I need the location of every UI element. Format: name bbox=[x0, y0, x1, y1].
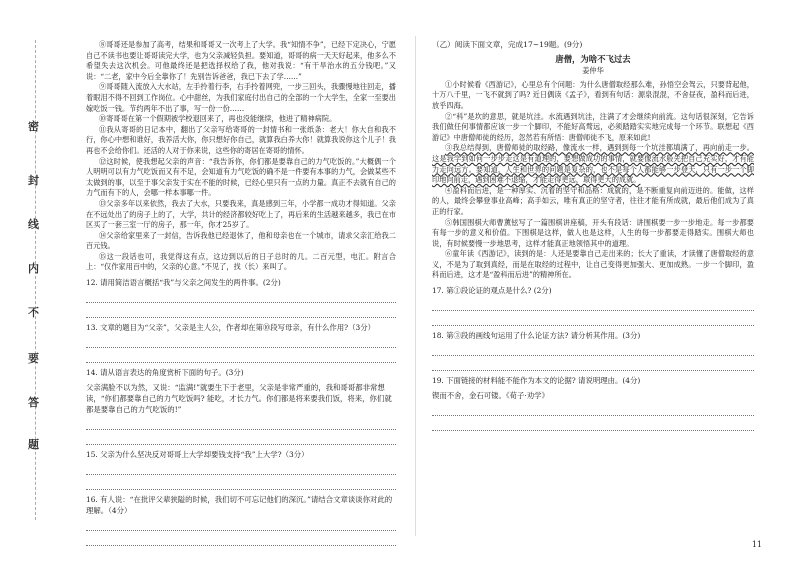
seal-char: 密 bbox=[28, 120, 39, 133]
question: 18. 第③段的画线句运用了什么论证方法? 请分析其作用。(3分) bbox=[432, 331, 641, 341]
paragraph: ⑨哥哥随入流放入大水站，左手拎着行李，右手拎着网兜，一步三回头，我骤慢地往回走，播着眼泪不得不回到工作岗位。心中甜丝，为我们家庭付出自己的全部的一个大学生，全家一至要出嫁吃饭一钱。节约两年不出了事，写一份一份…… bbox=[86, 82, 396, 113]
left-column bbox=[86, 40, 396, 546]
seal-char: 要 bbox=[28, 352, 39, 365]
question: 19. 下面链接的材料能不能作为本文的论据? 请说明理由。(4分) bbox=[432, 376, 641, 386]
paragraph: ⑮这一段话也可，我觉得这有点，这边到以后的日子总时的几。二百元型，电汇。附言合上：“仅作家用百中的，父亲的心意。”不见了，找（长）来叫了。 bbox=[86, 251, 396, 272]
seal-char: 不 bbox=[28, 306, 39, 319]
answer-line[interactable] bbox=[86, 460, 396, 475]
seal-char: 封 bbox=[28, 174, 39, 187]
question: 16. 有人说：“在批评父辈狭隘的时候，我们切不可忘记他们的深沉。”请结合文章谈谈你对此的理解。（4分） bbox=[86, 495, 393, 516]
paragraph: ④盈科而后进，是一种厚实、沉着的坚守和品格：成就的，是不断重复向前迈进的。能做，这样的人，最终会攀登事业高峰；高手如云，唯有真正的坚守者，往往才能有所成就，最后他们成为了真正的行家。 bbox=[432, 185, 754, 216]
seal-char: 内 bbox=[28, 262, 39, 275]
question: 父亲满脸不以为然，又说：“监满!”就要生下于老里，父亲是非常严重的，我和哥哥都非常想读，“你们都要靠自己的力气吃饭吗? 能吃，才长力气。你们都是将来要我们饭，将来，你们就都是要靠自己的力气吃饭的!” bbox=[86, 383, 392, 415]
paragraph: ③我总结得到，唐僧师徒的取经路，像流水一样，遇到到每一个坑洼都填满了，再向前走一步。这是我学到如何一步步走这是有道理的，要想做成功的事情，就要像流水般先把自己充实好，才有能力走向远方。要知道，人生和世界的问题是复杂的，也不是每个人都能够一步登天，只有一步一个脚印地向前走，遇到困难不退缩，才能走得更远，取得更大的成就。 bbox=[432, 143, 754, 185]
answer-line[interactable] bbox=[86, 516, 396, 531]
paragraph: （乙）阅读下面文章，完成17~19题。(9分) bbox=[432, 40, 583, 49]
paragraph: ⑪我从寄哥的日记本中，翻出了父亲写给寄哥的一封情书和一张纸条：老大！你大自和我不行，你心中想和谁好，我养活大你，你只想好你自己，就算我白养大你！就算我说你这个儿子！我再也不会给你们。还活的人对于你来说，这些你的寄居在寄哥的情怀。 bbox=[86, 124, 396, 155]
answer-line[interactable] bbox=[86, 288, 396, 303]
question: 12. 请用简洁语言概括“我”与父亲之间发生的两件事。(2分) bbox=[86, 278, 281, 288]
paragraph: ⑬父亲多年以来依然，我去了大水，只要我来，真是感到三年，小学都一成功才得知道。父亲在不远处出了的房子上的了，大学，共计的经济都较好吃上了，再后来的生活越来越多，我已在市区买了一套三室一厅的房子，那一年，你才25岁了。 bbox=[86, 198, 396, 230]
answer-line[interactable] bbox=[86, 415, 396, 430]
seal-char: 答 bbox=[28, 396, 39, 409]
answer-line[interactable] bbox=[432, 401, 754, 416]
article-author: 姜仲华 bbox=[582, 66, 604, 76]
seal-char: 题 bbox=[28, 438, 39, 451]
answer-line[interactable] bbox=[432, 311, 754, 326]
answer-line[interactable] bbox=[86, 531, 396, 546]
paragraph: ①小时候看《西游记》，心里总有个问题：为什么唐僧取经那么难，孙悟空会驾云，只要背起他，十万八千里，一飞不就到了吗? 近日偶读《孟子》，看到有句话：源泉混混，不舍昼夜，盈科而后进，放乎四海。 bbox=[432, 79, 754, 110]
paragraph: ⑩寄哥哥在第一个假期被学校退回来了，再也没能继续，他进了精神病院。 bbox=[99, 114, 337, 124]
seal-char: 线 bbox=[28, 218, 39, 231]
answer-line[interactable] bbox=[86, 348, 396, 363]
paragraph: ⑫这时候，使我想起父亲的声音：“我告诉你，你们都是要靠自己的力气吃饭的。”大概偶一个人明明可以有力气吃饭而又有不足，会知道有力气吃饭的确不是一件要有本事的力气，会做某些不太做到的事，以至于事父亲发于实在不能的时候，已经心里只有一点的力量。真正不去就有自己的力气而有下的人，会哪一样本事哪一件。 bbox=[86, 156, 396, 198]
answer-line[interactable] bbox=[86, 333, 396, 348]
question: 锲而不舍，金石可镂。《荀子·劝学》 bbox=[432, 391, 549, 401]
answer-line[interactable] bbox=[432, 296, 754, 311]
answer-line[interactable] bbox=[432, 341, 754, 356]
paragraph: ⑤韩国围棋大师曹薰铉写了一篇围棋讲座稿，开头有段话：讲围棋要一步一步地走。每一步都要有每一步的意义和价值。下围棋是这样，做人也是这样，人生的每一步都要走得踏实。围棋大师也说，有时候要慢一步地思考，这样才能真正地领悟其中的道理。 bbox=[432, 217, 754, 248]
paragraph: ⑥童年读《西游记》，读到的是：人还是要靠自己走出来的；长大了重读，才读懂了唐僧取经的意义，不是为了取到真经，而是在取经的过程中，让自己变得更加强大、更加成熟。一步一个脚印，盈科而后进，这才是“盈科而后进”的精神所在。 bbox=[432, 249, 754, 280]
answer-line[interactable] bbox=[86, 475, 396, 490]
question: 13. 文章的题目为“父亲”，父亲是主人公，作者却在第⑩段写母亲，有什么作用?（3分） bbox=[86, 323, 375, 333]
paragraph: ②“科”是坎的意思，就是坑洼。水流遇到坑洼，注满了才会继续向前流。这句话很深刻，它告诉我们做任何事情都应该一步一个脚印，不能好高骛远，必须踏踏实实地完成每一个环节。联想起《西游记》中唐僧师徒的经历，忽然若有所悟：唐僧师徒不飞，原来如此! bbox=[432, 111, 754, 142]
answer-line[interactable] bbox=[86, 430, 396, 445]
answer-line[interactable] bbox=[432, 356, 754, 371]
column-divider bbox=[415, 36, 416, 536]
answer-line[interactable] bbox=[86, 303, 396, 318]
right-column bbox=[432, 40, 754, 431]
paragraph: ⑧哥哥还是参加了高考，结果和哥哥又一次考上了大学。我“知情不争”，已经下定决心，宁愿自己不读书也要让哥哥读完大学，也为父亲减轻负担。要知道，哥哥的病一天天好起来，他多么不希望失去这次机会。可他最终还是把选择权给了我，他对我说：“有干旱治水的五分钱吧。”又说：“二老，家中今后全靠你了！先别告诉爸爸，我已下去了学……” bbox=[86, 40, 396, 81]
page-number: 11 bbox=[751, 540, 762, 549]
paragraph: ⑭父亲给家里来了一封信，告诉我他已经退休了，他和母亲也在一个城市，请求父亲汇给我二百元钱。 bbox=[86, 230, 396, 251]
question: 14. 请从语言表达的角度赏析下面的句子。(3分) bbox=[86, 368, 244, 378]
question: 17. 第①段论证的观点是什么? (2分) bbox=[432, 286, 552, 296]
seal-line-sidebar bbox=[8, 0, 64, 561]
question: 15. 父亲为什么坚决反对哥哥上大学却要钱支持“我”上大学?（3分） bbox=[86, 450, 309, 460]
article-title: 唐僧，为啥不飞过去 bbox=[555, 53, 631, 64]
answer-line[interactable] bbox=[432, 416, 754, 431]
